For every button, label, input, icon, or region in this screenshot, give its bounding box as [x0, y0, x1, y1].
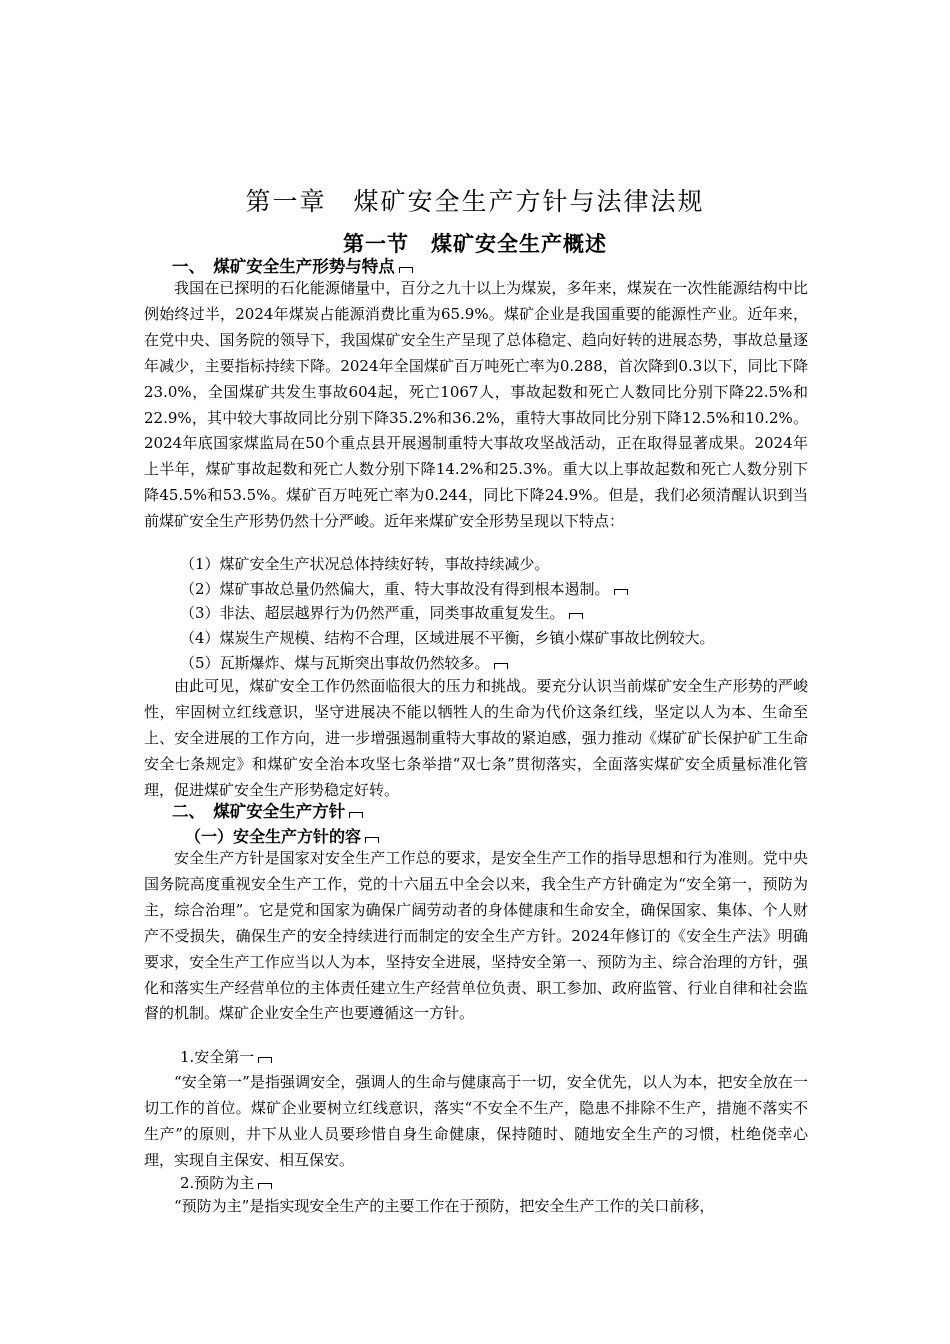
edit-mark-icon	[494, 663, 508, 669]
heading-situation-text: 一、 煤矿安全生产形势与特点	[172, 257, 395, 276]
subheading-policy-content-text: （一）安全生产方针的容	[185, 827, 362, 846]
heading-policy	[172, 798, 363, 822]
subheading-policy-content	[185, 824, 379, 847]
edit-mark-icon	[569, 613, 583, 619]
list-item	[180, 602, 583, 623]
edit-mark-icon	[258, 1057, 272, 1063]
edit-mark-icon	[614, 589, 628, 595]
list-item-text: （5）瓦斯爆炸、煤与瓦斯突出事故仍然较多。	[180, 654, 490, 672]
edit-mark-icon	[399, 267, 413, 273]
edit-mark-icon	[258, 1183, 272, 1189]
heading-situation	[172, 253, 413, 277]
item-heading-prevention-text: 2.预防为主	[180, 1174, 255, 1192]
section-title: 第一节 煤矿安全生产概述	[343, 232, 607, 256]
paragraph-conclusion: 由此可见，煤矿安全工作仍然面临很大的压力和挑战。要充分认识当前煤矿安全生产形势的严峻性，牢固树立红线意识，坚守进展决不能以牺牲人的生命为代价这条红线，坚定以人为本、生命至上、安全进展的工作方向，进一步增强遏制重特大事故的紧迫感，强力推动《煤矿矿长保护矿工生命安全七条规定》和煤矿安全治本攻坚七条举措“双七条”贯彻落实，全面落实煤矿安全质量标准化管理，促进煤矿安全生产形势稳定好转。	[144, 677, 808, 799]
heading-policy-text: 二、 煤矿安全生产方针	[172, 802, 346, 821]
list-item: （4）煤炭生产规模、结构不合理，区域进展不平衡，乡镇小煤矿事故比例较大。	[180, 629, 715, 647]
list-item	[180, 652, 508, 673]
item-heading-prevention	[180, 1172, 272, 1193]
item-heading-safety-first-text: 1.安全第一	[180, 1048, 255, 1066]
chapter-title: 第一章 煤矿安全生产方针与法律法规	[245, 187, 705, 216]
list-item: （1）煤矿安全生产状况总体持续好转，事故持续减少。	[180, 555, 550, 573]
edit-mark-icon	[349, 812, 363, 818]
list-item-text: （3）非法、超层越界行为仍然严重，同类事故重复发生。	[180, 604, 565, 622]
list-item-text: （2）煤矿事故总量仍然偏大，重、特大事故没有得到根本遏制。	[180, 580, 610, 598]
paragraph-policy: 安全生产方针是国家对安全生产工作总的要求，是安全生产工作的指导思想和行为准则。党中央国务院高度重视安全生产工作，党的十六届五中全会以来，我全生产方针确定为“安全第一，预防为主，综合治理”。它是党和国家为确保广阔劳动者的身体健康和生命安全，确保国家、集体、个人财产不受损失，确保生产的安全持续进行而制定的安全生产方针。2024年修订的《安全生产法》明确要求，安全生产工作应当以人为本，坚持安全进展，坚持安全第一、预防为主、综合治理的方针，强化和落实生产经营单位的主体责任建立生产经营单位负责、职工参加、政府监管、行业自律和社会监督的机制。煤矿企业安全生产也要遵循这一方针。	[144, 849, 808, 1023]
list-item	[180, 578, 628, 599]
paragraph-situation: 我国在已探明的石化能源储量中，百分之九十以上为煤炭，多年来，煤炭在一次性能源结构中比例始终过半，2024年煤炭占能源消费比重为65.9%。煤矿企业是我国重要的能源性产业。近年来，在党中央、国务院的领导下，我国煤矿安全生产呈现了总体稳定、趋向好转的进展态势，事故总量逐年减少，主要指标持续下降。2024年全国煤矿百万吨死亡率为0.288，首次降到0.3以下，同比下降23.0%，全国煤矿共发生事故604起，死亡1067人，事故起数和死亡人数同比分别下降22.5%和22.9%，其中较大事故同比分别下降35.2%和36.2%，重特大事故同比分别下降12.5%和10.2%。2024年底国家煤监局在50个重点县开展遏制重特大事故攻坚战活动，正在取得显著成果。2024年上半年，煤矿事故起数和死亡人数分别下降14.2%和25.3%。重大以上事故起数和死亡人数分别下降45.5%和53.5%。煤矿百万吨死亡率为0.244，同比下降24.9%。但是，我们必须清醒认识到当前煤矿安全生产形势仍然十分严峻。近年来煤矿安全形势呈现以下特点：	[144, 279, 808, 531]
paragraph-prevention: “预防为主”是指实现安全生产的主要工作在于预防，把安全生产工作的关口前移，	[174, 1197, 715, 1215]
item-heading-safety-first	[180, 1046, 272, 1067]
paragraph-safety-first: “安全第一”是指强调安全，强调人的生命与健康高于一切，安全优先，以人为本，把安全放在一切工作的首位。煤矿企业要树立红线意识，落实“不安全不生产，隐患不排除不生产，措施不落实不生产”的原则，井下从业人员要珍惜自身生命健康，保持随时、随地安全生产的习惯，杜绝侥幸心理，实现自主保安、相互保安。	[144, 1073, 808, 1169]
edit-mark-icon	[365, 837, 379, 843]
